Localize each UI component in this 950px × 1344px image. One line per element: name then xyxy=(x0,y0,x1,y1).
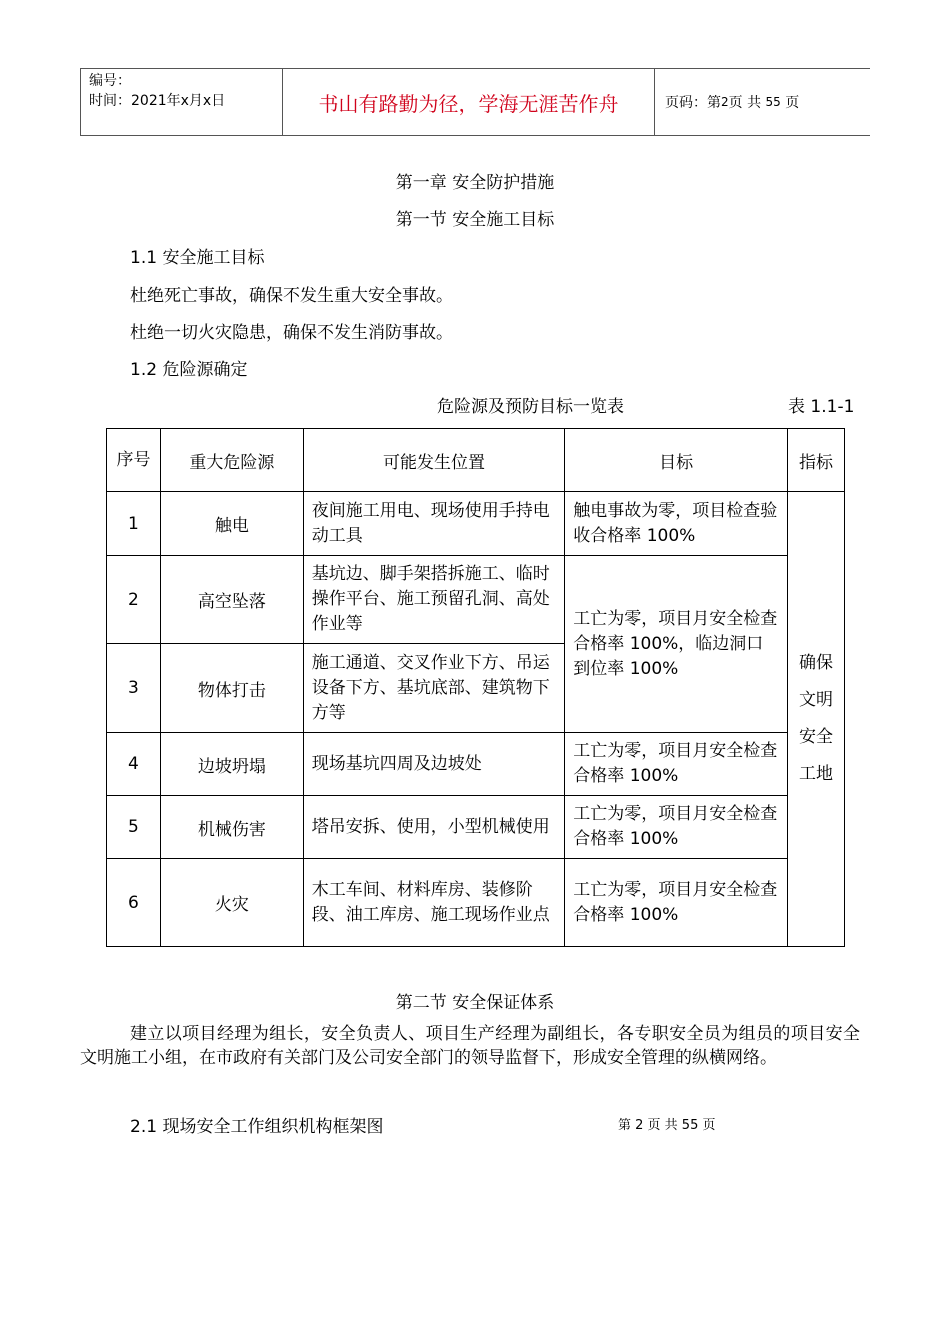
row-location: 塔吊安拆、使用，小型机械使用 xyxy=(303,796,565,859)
row-no: 3 xyxy=(107,644,161,733)
row-target: 触电事故为零，项目检查验收合格率 100% xyxy=(565,492,788,556)
header-indicator: 指标 xyxy=(788,429,845,492)
table-row xyxy=(107,492,845,556)
header-left xyxy=(81,69,283,135)
page-num: 2 xyxy=(721,95,729,109)
page-prefix: 页码：第 xyxy=(665,95,721,111)
row-hazard: 边坡坍塌 xyxy=(160,733,303,796)
row-hazard: 机械伤害 xyxy=(160,796,303,859)
subheading-1-1: 1.1 安全施工目标 xyxy=(130,248,265,268)
row-location: 现场基坑四周及边坡处 xyxy=(303,733,565,796)
table-row xyxy=(107,859,845,947)
footer-page-number: 第 2 页 共 55 页 xyxy=(618,1118,716,1133)
date-label: 时间：2021年x月x日 xyxy=(89,93,226,109)
table-row xyxy=(107,796,845,859)
row-no: 1 xyxy=(107,492,161,556)
row-target: 工亡为零，项目月安全检查合格率 100% xyxy=(565,733,788,796)
header-location: 可能发生位置 xyxy=(303,429,565,492)
table-row xyxy=(107,733,845,796)
table-title: 危险源及预防目标一览表 xyxy=(437,397,624,417)
table-header-row xyxy=(107,429,845,492)
row-location: 木工车间、材料库房、装修阶段、油工库房、施工现场作业点 xyxy=(303,859,565,947)
row-hazard: 高空坠落 xyxy=(160,556,303,644)
section1-title: 第一节 安全施工目标 xyxy=(395,210,555,230)
row-target: 工亡为零，项目月安全检查合格率 100% xyxy=(565,796,788,859)
section2-paragraph: 建立以项目经理为组长，安全负责人、项目生产经理为副组长，各专职安全员为组员的项目安全文明施工小组，在市政府有关部门及公司安全部门的领导监督下，形成安全管理的纵横网络。 xyxy=(80,1024,860,1068)
section2-title: 第二节 安全保证体系 xyxy=(395,993,555,1013)
indicator-cell: 确保文明安全工地 xyxy=(788,492,845,947)
page-total: 55 xyxy=(765,95,781,109)
page-suffix: 页 xyxy=(785,95,800,111)
goal-1: 杜绝死亡事故，确保不发生重大安全事故。 xyxy=(130,286,453,306)
header-box xyxy=(80,68,870,136)
hazard-table xyxy=(106,428,845,947)
row-hazard: 物体打击 xyxy=(160,644,303,733)
chapter-title: 第一章 安全防护措施 xyxy=(395,173,555,193)
row-no: 5 xyxy=(107,796,161,859)
row-location: 夜间施工用电、现场使用手持电动工具 xyxy=(303,492,565,556)
row-no: 2 xyxy=(107,556,161,644)
page-mid: 页 共 xyxy=(728,95,762,111)
header-page xyxy=(655,69,870,135)
row-target-merged: 工亡为零，项目月安全检查合格率 100%，临边洞口到位率 100% xyxy=(565,556,788,733)
header-target: 目标 xyxy=(565,429,788,492)
row-target: 工亡为零，项目月安全检查合格率 100% xyxy=(565,859,788,947)
goal-2: 杜绝一切火灾隐患，确保不发生消防事故。 xyxy=(130,323,453,343)
row-hazard: 火灾 xyxy=(160,859,303,947)
header-no: 序号 xyxy=(107,429,161,492)
header-motto: 书山有路勤为径，学海无涯苦作舟 xyxy=(283,69,655,135)
row-location: 基坑边、脚手架搭拆施工、临时操作平台、施工预留孔洞、高处作业等 xyxy=(303,556,565,644)
table-row xyxy=(107,556,845,644)
row-no: 6 xyxy=(107,859,161,947)
serial-label: 编号： xyxy=(89,73,131,89)
subheading-1-2: 1.2 危险源确定 xyxy=(130,360,248,380)
subheading-2-1: 2.1 现场安全工作组织机构框架图 xyxy=(130,1117,384,1137)
table-number: 表 1.1-1 xyxy=(788,397,855,417)
header-hazard: 重大危险源 xyxy=(160,429,303,492)
row-location: 施工通道、交叉作业下方、吊运设备下方、基坑底部、建筑物下方等 xyxy=(303,644,565,733)
row-no: 4 xyxy=(107,733,161,796)
row-hazard: 触电 xyxy=(160,492,303,556)
